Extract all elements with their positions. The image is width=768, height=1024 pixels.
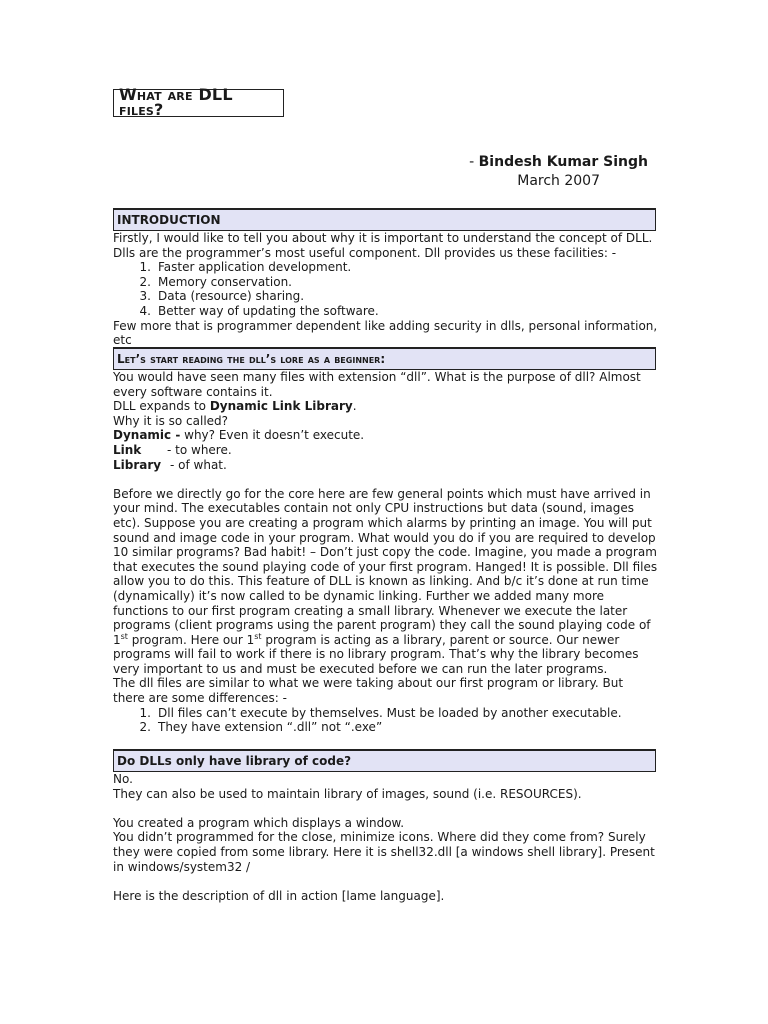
author-dash: - xyxy=(469,154,479,170)
list-item: 4. Better way of updating the software. xyxy=(139,303,379,318)
description-line: Here is the description of dll in action [lame language]. xyxy=(113,888,445,903)
lore-intro-line: You would have seen many files with extension “dll”. What is the purpose of dll? Almost every software contains it. xyxy=(113,370,641,399)
section-heading-label: INTRODUCTION xyxy=(117,212,221,227)
differences-list xyxy=(113,706,658,735)
intro-paragraph: Firstly, I would like to tell you about why it is important to understand the concept of DLL. Dlls are the programmer’s most useful component. Dll provides us these facilities: - xyxy=(113,231,653,260)
lore-body xyxy=(113,370,658,735)
section-heading-dll-library xyxy=(113,749,656,772)
dynamic-definition: Dynamic - why? Even it doesn’t execute. xyxy=(113,428,365,443)
list-item: 1. Faster application development. xyxy=(139,260,352,275)
differences-paragraph: The dll files are similar to what we were taking about our first program or library. But there are some differences: - xyxy=(113,676,624,706)
linking-paragraph: Before we directly go for the core here are few general points which must have arrived in your mind. The executables contain not only CPU instructions but data (sound, images etc). Suppose you are creating a program which alarms by printing an image. You will put sound and image code in your program. What would you do if you are required to develop 10 similar programs? Bad habit! – Don’t just copy the code. Imagine, you made a program that executes the sound playing code of your first program. Hanged! It is possible. Dll files allow you to do this. This feature of DLL is known as linking. And b/c it’s done at run time (dynamically) it’s now called to be dynamic linking. Further we added many more functions to our first program creating a small library. Whenever we execute the later programs (client programs using the parent program) they call the sound playing code of 1st program. Here our 1st program is acting as a library, parent or source. Our newer programs will fail to work if there is no library program. That’s why the library becomes very important to us and must be executed before we can run the later programs. xyxy=(113,486,658,676)
window-line: You created a program which displays a window. xyxy=(113,815,405,830)
section-heading-label: Do DLLs only have library of code? xyxy=(117,753,352,768)
document-title-box xyxy=(113,85,284,119)
introduction-body xyxy=(113,231,658,348)
why-question: Why it is so called? xyxy=(113,413,229,428)
link-definition: Link - to where. xyxy=(113,442,232,457)
section-heading-lore xyxy=(113,347,656,370)
library-definition: Library - of what. xyxy=(113,457,227,472)
section-heading-label: Let’s start reading the dll’s lore as a beginner: xyxy=(117,351,386,366)
dll-library-body xyxy=(113,772,658,903)
list-item: 3. Data (resource) sharing. xyxy=(139,289,305,304)
intro-closing-paragraph: Few more that is programmer dependent like adding security in dlls, personal information, etc xyxy=(113,318,658,348)
section-heading-introduction xyxy=(113,208,656,231)
dll-expansion-bold: Dynamic Link Library xyxy=(209,399,353,414)
list-item: 1. Dll files can’t execute by themselves. Must be loaded by another executable. xyxy=(139,705,622,720)
list-item: 2. Memory conservation. xyxy=(139,274,292,289)
shell32-paragraph: You didn’t programmed for the close, minimize icons. Where did they come from? Surely they were copied from some library. Here it is shell32.dll [a windows shell library]. Present in windows/system32 / xyxy=(113,830,655,874)
list-item: 2. They have extension “.dll” not “.exe” xyxy=(139,720,383,735)
resources-line: They can also be used to maintain library of images, sound (i.e. RESOURCES). xyxy=(113,786,582,801)
author-line xyxy=(450,153,648,171)
document-date: March 2007 xyxy=(517,173,600,189)
facilities-list xyxy=(113,260,658,318)
document-title: What are DLL files? xyxy=(119,85,233,119)
answer-no: No. xyxy=(113,772,133,786)
dll-expansion-line: DLL expands to Dynamic Link Library. xyxy=(113,399,357,414)
author-name: Bindesh Kumar Singh xyxy=(478,154,648,170)
